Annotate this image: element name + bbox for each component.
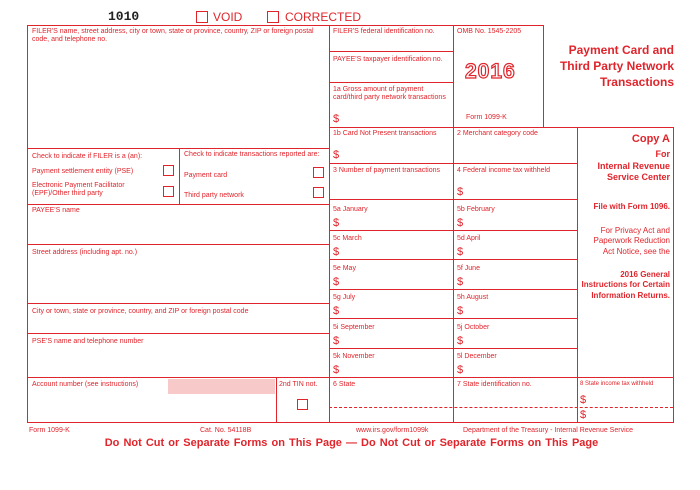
box-8-label: 8 State income tax withheld — [580, 381, 654, 387]
divider-filer-right — [329, 25, 330, 422]
hline-5e — [329, 289, 577, 290]
box-5d-label: 5d April — [457, 235, 481, 242]
street-label: Street address (including apt. no.) — [32, 249, 138, 256]
form-right-border — [673, 127, 674, 422]
box-5i-dollar: $ — [333, 335, 340, 347]
box-1a-label: 1a Gross amount of payment card/third party network transactions — [333, 86, 446, 101]
footer-url: www.irs.gov/form1099k — [356, 427, 429, 434]
dash-state — [329, 407, 673, 408]
corrected-label: CORRECTED — [285, 10, 362, 24]
copy-a-heading: Copy A — [631, 133, 670, 145]
box-5c-dollar: $ — [333, 246, 340, 258]
box-5c-label: 5c March — [333, 235, 362, 242]
box-5g-dollar: $ — [333, 305, 340, 317]
hline-payeetin — [329, 82, 453, 83]
payment-card-checkbox[interactable] — [313, 167, 324, 178]
hline-1b — [329, 163, 577, 164]
footer-cat: Cat. No. 54118B — [200, 427, 252, 434]
second-tin-label: 2nd TIN not. — [279, 381, 318, 388]
box-5a-label: 5a January — [333, 206, 368, 213]
filer-check-heading: Check to indicate if FILER is a (an): — [32, 153, 143, 160]
box-5b-label: 5b February — [457, 206, 495, 213]
box-5f-dollar: $ — [457, 276, 464, 288]
box-4-label: 4 Federal income tax withheld — [457, 167, 550, 174]
hline-6-top-right — [577, 377, 673, 378]
footer-do-not-cut: Do Not Cut or Separate Forms on This Page — Do Not Cut or Separate Forms on This Page — [104, 437, 599, 449]
box-1b-dollar: $ — [333, 149, 340, 161]
trans-check-heading: Check to indicate transactions reported are: — [184, 151, 320, 158]
box-5e-label: 5e May — [333, 265, 356, 272]
form-title: Payment Card and Third Party Network Transactions — [559, 43, 674, 90]
box-5f-label: 5f June — [457, 265, 480, 272]
fed-id-label: FILER'S federal identification no. — [333, 28, 435, 35]
tax-year — [465, 60, 516, 83]
hline-5a — [329, 230, 577, 231]
footer-dept: Department of the Treasury - Internal Revenue Service — [463, 427, 634, 434]
hline-payee-name — [27, 244, 329, 245]
copy-a-center: Internal Revenue Service Center — [597, 161, 670, 183]
hline-city — [27, 333, 329, 334]
epf-label: Electronic Payment Facilitator (EPF)/Other third party — [32, 182, 125, 197]
divider-tin — [276, 377, 277, 422]
hline-3 — [329, 199, 577, 200]
box-8-dollar-1: $ — [580, 394, 587, 406]
corrected-checkbox[interactable] — [267, 11, 279, 23]
box-5l-dollar: $ — [457, 364, 464, 376]
void-checkbox[interactable] — [196, 11, 208, 23]
omb-form-label: Form 1099-K — [466, 114, 507, 121]
hline-filer-bottom — [27, 148, 329, 149]
copy-a-file-with: File with Form 1096. — [593, 202, 670, 211]
hline-fedid — [329, 51, 453, 52]
form-top-border — [27, 25, 543, 26]
form-left-border — [27, 25, 28, 422]
filer-name-label: FILER'S name, street address, city or town, state or province, country, ZIP or foreign postal code, and telephone no. — [32, 28, 314, 43]
epf-checkbox[interactable] — [163, 186, 174, 197]
tax-year-text: 2016 — [465, 60, 516, 83]
box-6-label: 6 State — [333, 381, 356, 388]
third-party-network-checkbox[interactable] — [313, 187, 324, 198]
box-7-label: 7 State identification no. — [457, 381, 532, 388]
hline-5g — [329, 318, 577, 319]
payee-name-label: PAYEE'S name — [32, 207, 80, 214]
hline-5c — [329, 259, 577, 260]
box-5k-dollar: $ — [333, 364, 340, 376]
box-5h-label: 5h August — [457, 294, 489, 301]
hline-5i — [329, 348, 577, 349]
box-1a-dollar: $ — [333, 113, 340, 125]
account-label: Account number (see instructions) — [32, 381, 139, 388]
box-5b-dollar: $ — [457, 217, 464, 229]
box-5d-dollar: $ — [457, 246, 464, 258]
copy-a-notice: For Privacy Act and Paperwork Reduction Act Notice, see the — [593, 226, 670, 256]
second-tin-checkbox[interactable] — [297, 399, 308, 410]
hline-5k — [329, 377, 577, 378]
pse-name-label: PSE'S name and telephone number — [32, 338, 144, 345]
box-5l-label: 5l December — [457, 353, 497, 360]
box-5e-dollar: $ — [333, 276, 340, 288]
form-code: 1010 — [108, 9, 140, 24]
box-5a-dollar: $ — [333, 217, 340, 229]
box-5j-dollar: $ — [457, 335, 464, 347]
hline-1a — [329, 127, 577, 128]
box-5j-label: 5j October — [457, 324, 490, 331]
box-2-label: 2 Merchant category code — [457, 130, 538, 137]
divider-check-mid — [179, 148, 180, 204]
city-label: City or town, state or province, country, and ZIP or foreign postal code — [32, 308, 249, 315]
hline-pse — [27, 377, 329, 378]
pse-checkbox[interactable] — [163, 165, 174, 176]
hline-check-bottom — [27, 204, 329, 205]
void-label: VOID — [213, 10, 243, 24]
copy-a-for: For — [655, 149, 670, 159]
divider-omb-right — [543, 25, 544, 127]
box-5g-label: 5g July — [333, 294, 356, 301]
box-3-label: 3 Number of payment transactions — [333, 167, 440, 174]
box-8-dollar-2: $ — [580, 409, 587, 421]
box-1b-label: 1b Card Not Present transactions — [333, 130, 437, 137]
copy-a-instructions: 2016 General Instructions for Certain Information Returns. — [581, 270, 670, 300]
payee-tin-label: PAYEE'S taxpayer identification no. — [333, 56, 443, 63]
box-5i-label: 5i September — [333, 324, 375, 331]
box-4-dollar: $ — [457, 186, 464, 198]
payment-card-label: Payment card — [184, 172, 228, 179]
account-shaded-field[interactable] — [168, 379, 275, 394]
hline-street — [27, 303, 329, 304]
box-5h-dollar: $ — [457, 305, 464, 317]
omb-number: OMB No. 1545-2205 — [457, 28, 522, 35]
form-bottom-border — [27, 422, 674, 423]
box-5k-label: 5k November — [333, 353, 375, 360]
pse-label: Payment settlement entity (PSE) — [32, 168, 134, 175]
third-party-network-label: Third party network — [184, 192, 244, 199]
divider-mid — [453, 25, 454, 422]
footer-form: Form 1099-K — [29, 427, 70, 434]
